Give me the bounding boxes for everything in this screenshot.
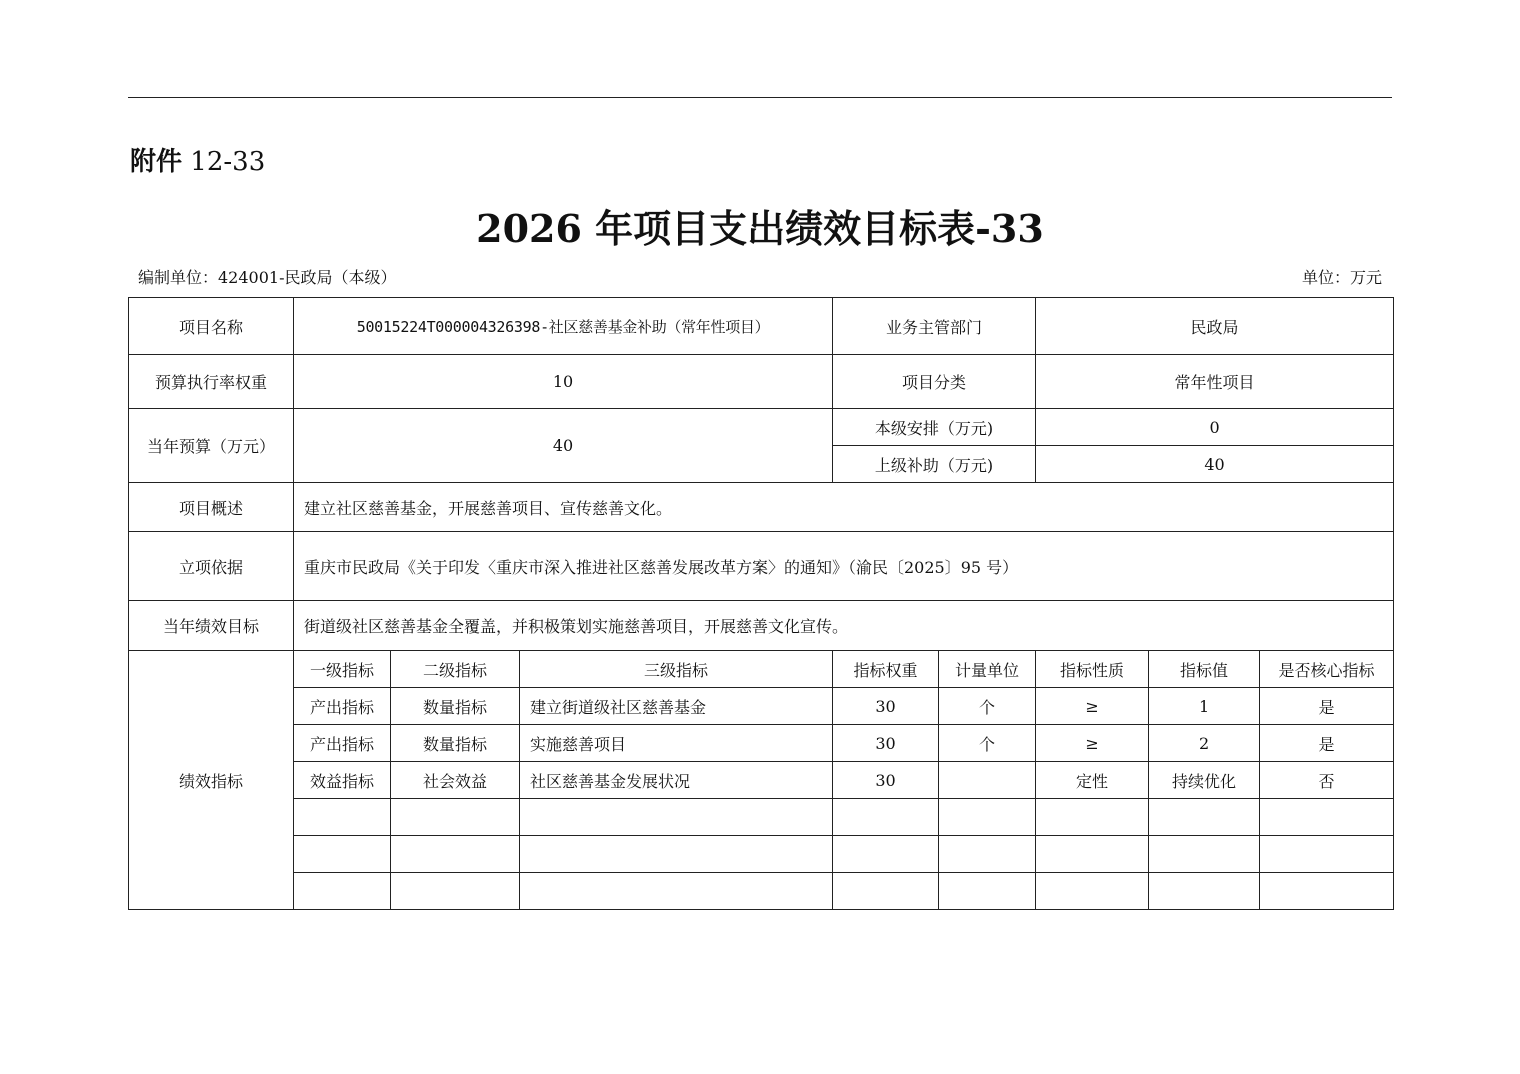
basis-value: 重庆市民政局《关于印发〈重庆市深入推进社区慈善发展改革方案〉的通知》（渝民〔2025〕95 号）	[294, 532, 1394, 601]
indicator-level3	[520, 873, 833, 910]
superior-budget-label: 上级补助（万元)	[833, 446, 1036, 483]
indicator-weight	[833, 873, 939, 910]
indicators-section-label: 绩效指标	[129, 651, 294, 910]
row-project-name	[129, 298, 1394, 355]
indicator-level3	[520, 799, 833, 836]
table-row-empty	[129, 799, 1394, 836]
page-title: 2026 年项目支出绩效目标表-33	[476, 206, 1044, 251]
indicator-value	[1149, 836, 1260, 873]
local-budget-value: 0	[1036, 409, 1394, 446]
table-row-empty	[129, 836, 1394, 873]
indicator-value: 持续优化	[1149, 762, 1260, 799]
indicator-level1: 产出指标	[294, 725, 391, 762]
indicator-unit	[939, 873, 1036, 910]
indicator-nature	[1036, 799, 1149, 836]
indicator-level2: 社会效益	[391, 762, 520, 799]
weight-label: 预算执行率权重	[129, 355, 294, 409]
indicator-unit: 个	[939, 725, 1036, 762]
category-value: 常年性项目	[1036, 355, 1394, 409]
dept-label: 业务主管部门	[833, 298, 1036, 355]
header-core: 是否核心指标	[1260, 651, 1394, 688]
indicator-value: 1	[1149, 688, 1260, 725]
header-level2: 二级指标	[391, 651, 520, 688]
table-row-empty	[129, 873, 1394, 910]
indicator-nature: 定性	[1036, 762, 1149, 799]
indicator-level2: 数量指标	[391, 725, 520, 762]
indicator-level3: 建立街道级社区慈善基金	[520, 688, 833, 725]
goal-value: 街道级社区慈善基金全覆盖，并积极策划实施慈善项目，开展慈善文化宣传。	[294, 601, 1394, 651]
indicator-core: 是	[1260, 725, 1394, 762]
indicator-weight	[833, 799, 939, 836]
row-weight	[129, 355, 1394, 409]
overview-value: 建立社区慈善基金，开展慈善项目、宣传慈善文化。	[294, 483, 1394, 532]
indicator-level2	[391, 836, 520, 873]
project-name-value: 50015224T000004326398-社区慈善基金补助（常年性项目）	[294, 298, 833, 355]
header-unit: 计量单位	[939, 651, 1036, 688]
indicator-nature: ≥	[1036, 688, 1149, 725]
attachment-prefix: 附件	[130, 147, 183, 177]
indicator-level3	[520, 836, 833, 873]
indicator-unit	[939, 836, 1036, 873]
dept-value: 民政局	[1036, 298, 1394, 355]
indicator-level2	[391, 873, 520, 910]
header-weight: 指标权重	[833, 651, 939, 688]
indicator-level3: 社区慈善基金发展状况	[520, 762, 833, 799]
row-overview	[129, 483, 1394, 532]
attachment-number	[130, 144, 265, 180]
goal-label: 当年绩效目标	[129, 601, 294, 651]
compiling-unit: 编制单位：424001-民政局（本级）	[138, 268, 397, 287]
local-budget-label: 本级安排（万元)	[833, 409, 1036, 446]
indicator-core: 是	[1260, 688, 1394, 725]
project-name-label: 项目名称	[129, 298, 294, 355]
indicator-nature	[1036, 873, 1149, 910]
indicator-level2: 数量指标	[391, 688, 520, 725]
header-level1: 一级指标	[294, 651, 391, 688]
row-goal	[129, 601, 1394, 651]
indicator-header-row	[129, 651, 1394, 688]
indicator-level1	[294, 799, 391, 836]
indicator-unit	[939, 799, 1036, 836]
overview-label: 项目概述	[129, 483, 294, 532]
top-rule	[128, 97, 1392, 98]
indicator-weight: 30	[833, 688, 939, 725]
indicator-core	[1260, 836, 1394, 873]
indicator-core	[1260, 799, 1394, 836]
indicator-level2	[391, 799, 520, 836]
performance-table	[128, 297, 1394, 910]
indicator-level1	[294, 836, 391, 873]
header-level3: 三级指标	[520, 651, 833, 688]
attachment-index: 12-33	[190, 147, 266, 177]
indicator-value	[1149, 873, 1260, 910]
header-value: 指标值	[1149, 651, 1260, 688]
indicator-weight: 30	[833, 762, 939, 799]
category-label: 项目分类	[833, 355, 1036, 409]
indicator-nature: ≥	[1036, 725, 1149, 762]
indicator-unit: 个	[939, 688, 1036, 725]
indicator-core: 否	[1260, 762, 1394, 799]
indicator-value	[1149, 799, 1260, 836]
budget-label: 当年预算（万元）	[129, 409, 294, 483]
indicator-core	[1260, 873, 1394, 910]
budget-value: 40	[294, 409, 833, 483]
indicator-weight: 30	[833, 725, 939, 762]
indicator-nature	[1036, 836, 1149, 873]
indicator-level1	[294, 873, 391, 910]
indicator-level1: 效益指标	[294, 762, 391, 799]
currency-unit: 单位：万元	[1301, 268, 1382, 287]
indicator-unit	[939, 762, 1036, 799]
weight-value: 10	[294, 355, 833, 409]
indicator-level1: 产出指标	[294, 688, 391, 725]
superior-budget-value: 40	[1036, 446, 1394, 483]
indicator-level3: 实施慈善项目	[520, 725, 833, 762]
indicator-weight	[833, 836, 939, 873]
table-row	[129, 688, 1394, 725]
table-row	[129, 725, 1394, 762]
table-row	[129, 762, 1394, 799]
indicator-value: 2	[1149, 725, 1260, 762]
basis-label: 立项依据	[129, 532, 294, 601]
row-basis	[129, 532, 1394, 601]
row-budget	[129, 409, 1394, 446]
header-nature: 指标性质	[1036, 651, 1149, 688]
